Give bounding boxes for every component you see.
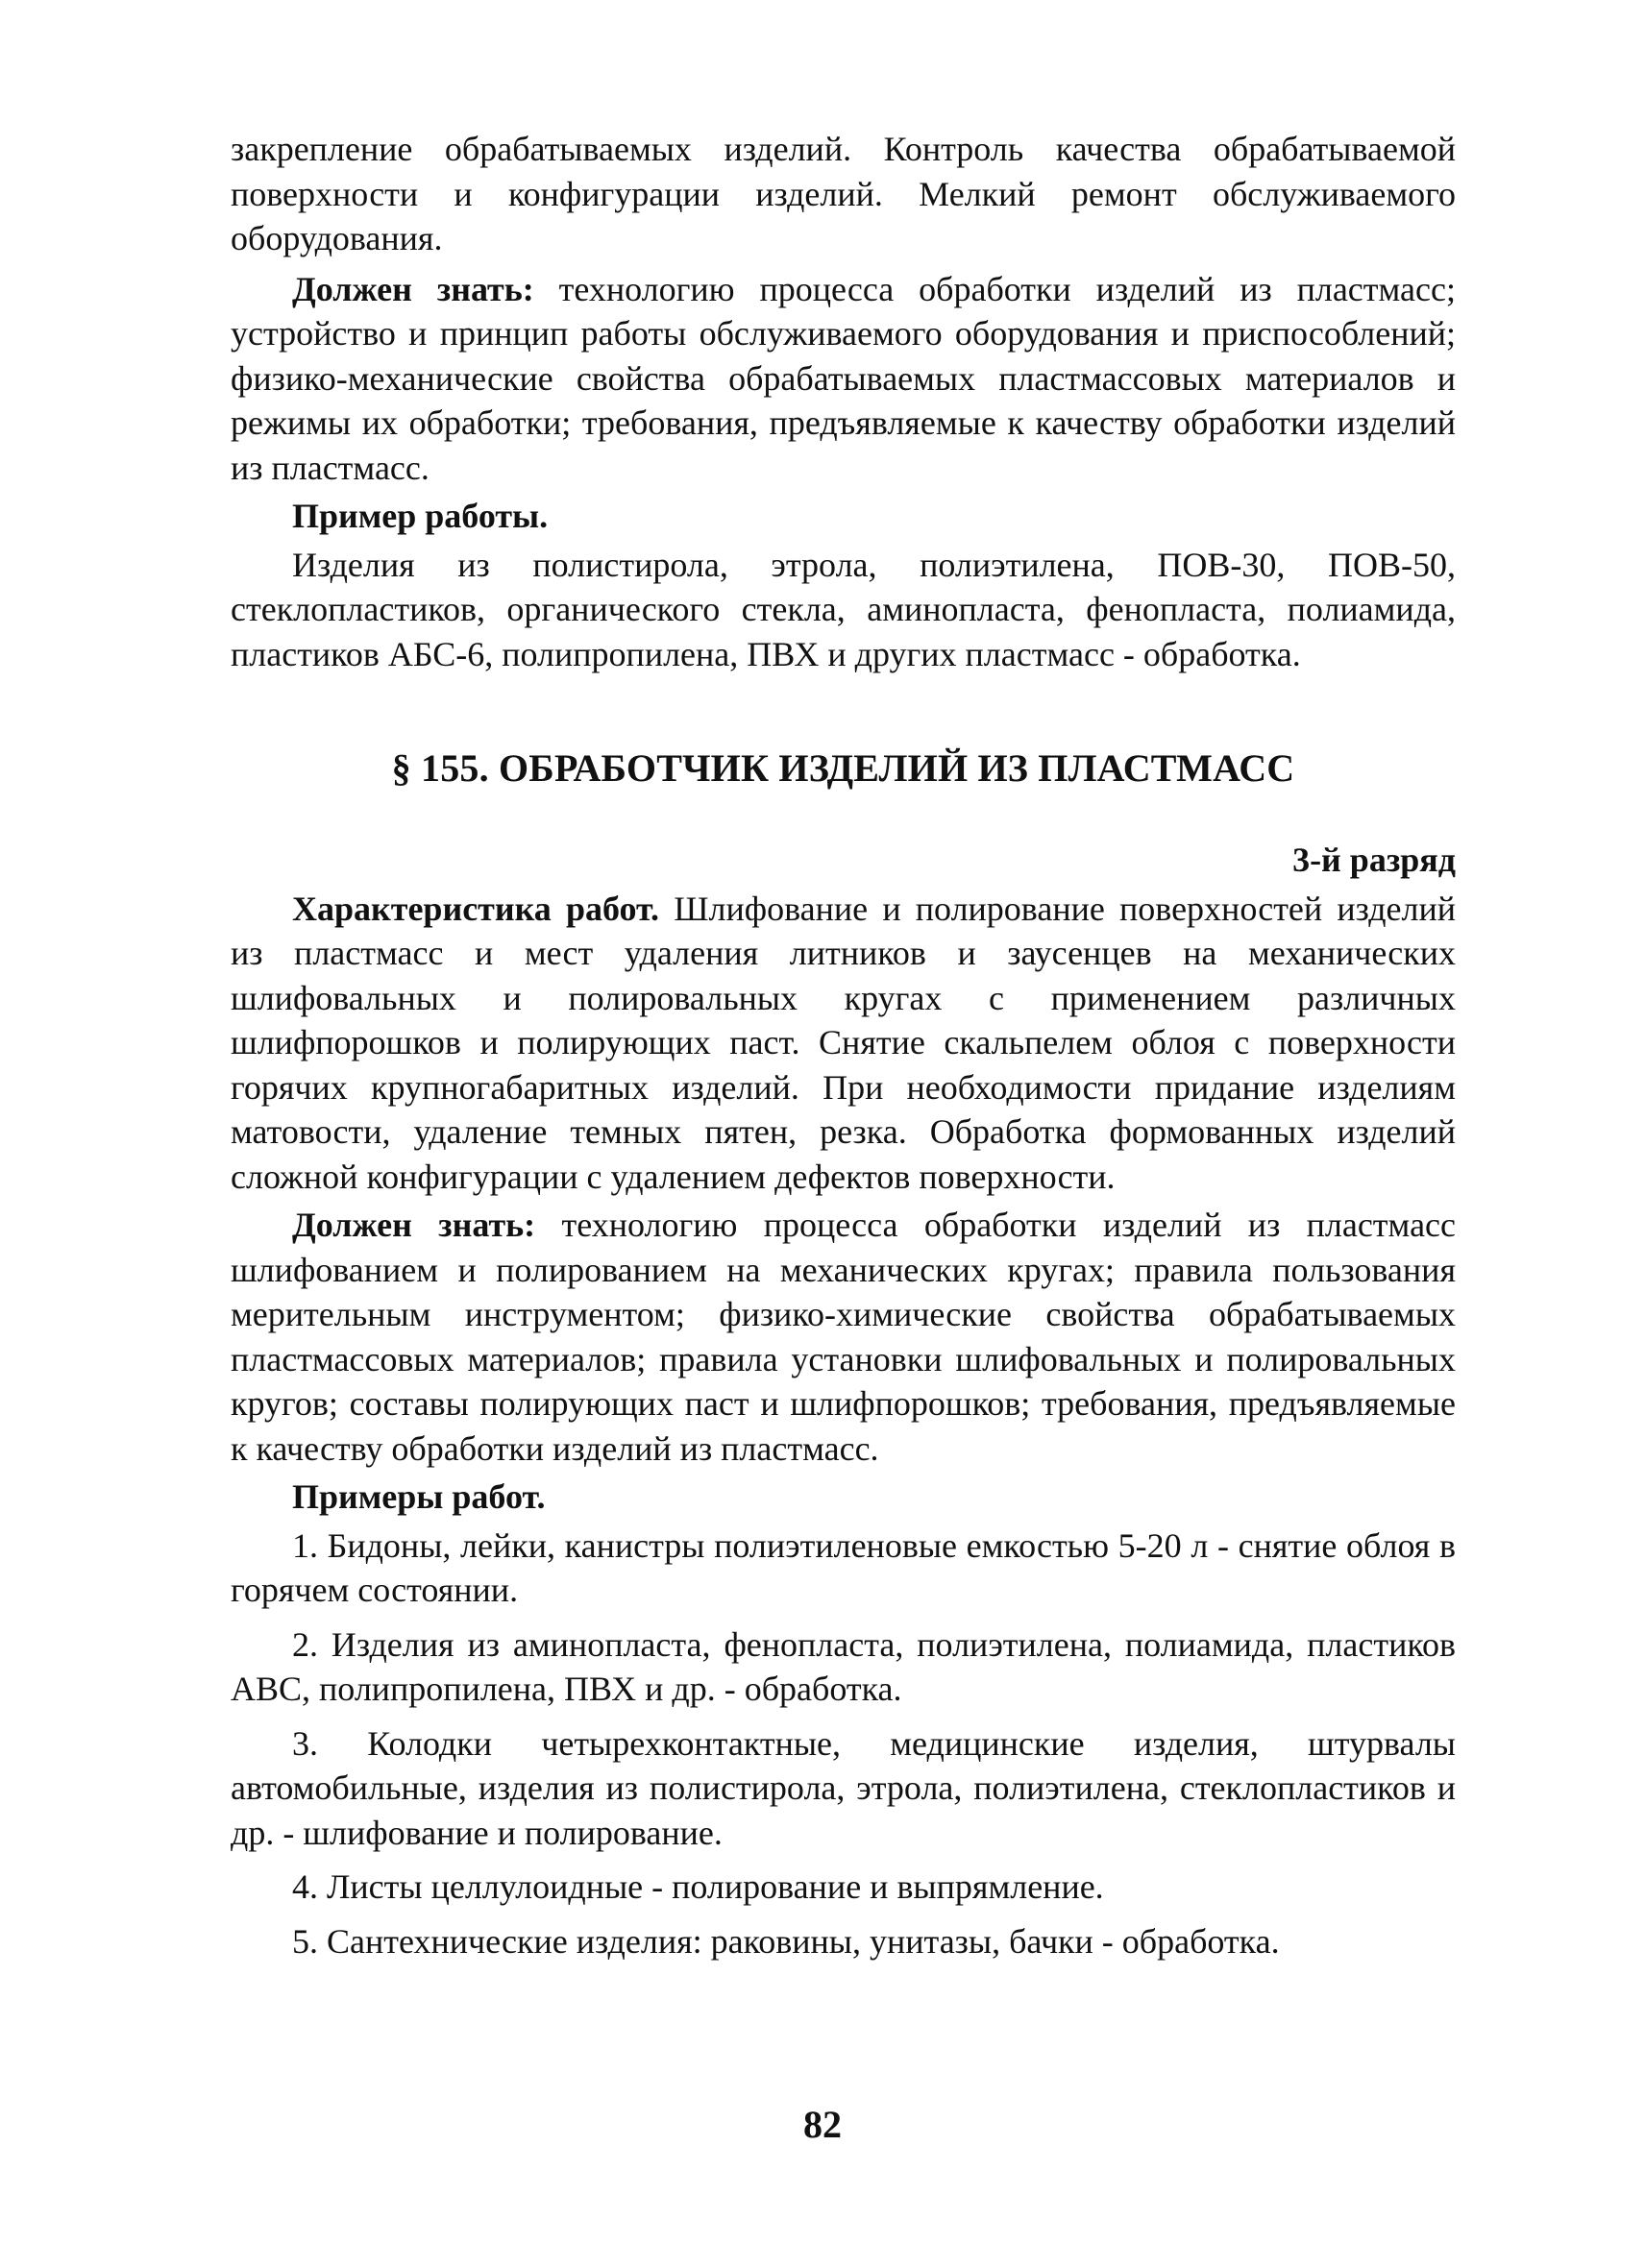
example-item-2: 2. Изделия из аминопласта, фенопласта, полиэтилена, полиамида, пластиков АВС, полипропилена, ПВХ и др. - обработка. <box>231 1624 1456 1708</box>
knowledge-paragraph-2 <box>231 1203 1456 1471</box>
example-paragraph-1: Изделия из полистирола, этрола, полиэтилена, ПОВ-30, ПОВ-50, стеклопластиков, органического стекла, аминопласта, фенопласта, полиамида, пластиков АБС-6, полипропилена, ПВХ и других пластмасс - обработка. <box>231 545 1456 673</box>
intro-paragraph: закрепление обрабатываемых изделий. Контроль качества обрабатываемой поверхности и конфигурации изделий. Мелкий ремонт обслуживаемого оборудования. <box>231 130 1456 257</box>
example-item-4: 4. Листы целлулоидные - полирование и выпрямление. <box>292 1867 1104 1906</box>
page-number: 82 <box>803 2103 842 2146</box>
knowledge-label-2: Должен знать: <box>292 1206 536 1244</box>
example-item-3: 3. Колодки четырехконтактные, медицинские изделия, штурвалы автомобильные, изделия из полистирола, этрола, полиэтилена, стеклопластиков и др. - шлифование и полирование. <box>231 1723 1456 1852</box>
knowledge-paragraph-1 <box>231 267 1456 491</box>
document-page <box>231 127 1456 1973</box>
knowledge-text-2: технологию процесса обработки изделий из пластмасс шлифованием и полированием на механических кругах; правила пользования мерительным инструментом; физико-химические свойства обрабатываемых пластмассовых материалов; правила установки шлифовальных и полировальных кругов; составы полирующих паст и шлифпорошков; требования, предъявляемые к качеству обработки изделий из пластмасс. <box>231 1206 1457 1468</box>
work-characteristics-paragraph <box>231 887 1456 1200</box>
work-characteristics-label: Характеристика работ. <box>292 889 660 928</box>
knowledge-text-1: технологию процесса обработки изделий из пластмасс; устройство и принцип работы обслуживаемого оборудования и приспособлений; физико-механические свойства обрабатываемых пластмассовых материалов и режимы их обработки; требования, предъявляемые к качеству обработки изделий из пластмасс. <box>231 269 1456 487</box>
knowledge-label-1: Должен знать: <box>292 269 534 308</box>
example-item-1: 1. Бидоны, лейки, канистры полиэтиленовые емкостью 5-20 л - снятие облоя в горячем состоянии. <box>231 1525 1456 1609</box>
examples-list <box>231 1524 1456 1964</box>
example-item-5: 5. Сантехнические изделия: раковины, унитазы, бачки - обработка. <box>292 1921 1280 1961</box>
examples-heading: Примеры работ. <box>292 1477 546 1516</box>
grade-label: 3-й разряд <box>1292 841 1456 879</box>
example-heading-1: Пример работы. <box>292 497 549 535</box>
work-characteristics-text: Шлифование и полирование поверхностей изделий из пластмасс и мест удаления литников и заусенцев на механических шлифовальных и полировальных кругах с применением различных шлифпорошков и полирующих паст. Снятие скальпелем облоя с поверхности горячих крупногабаритных изделий. При необходимости придание изделиям матовости, удаление темных пятен, резка. Обработка формованных изделий сложной конфигурации с удалением дефектов поверхности. <box>231 889 1456 1196</box>
section-title: § 155. ОБРАБОТЧИК ИЗДЕЛИЙ ИЗ ПЛАСТМАСС <box>391 746 1295 790</box>
